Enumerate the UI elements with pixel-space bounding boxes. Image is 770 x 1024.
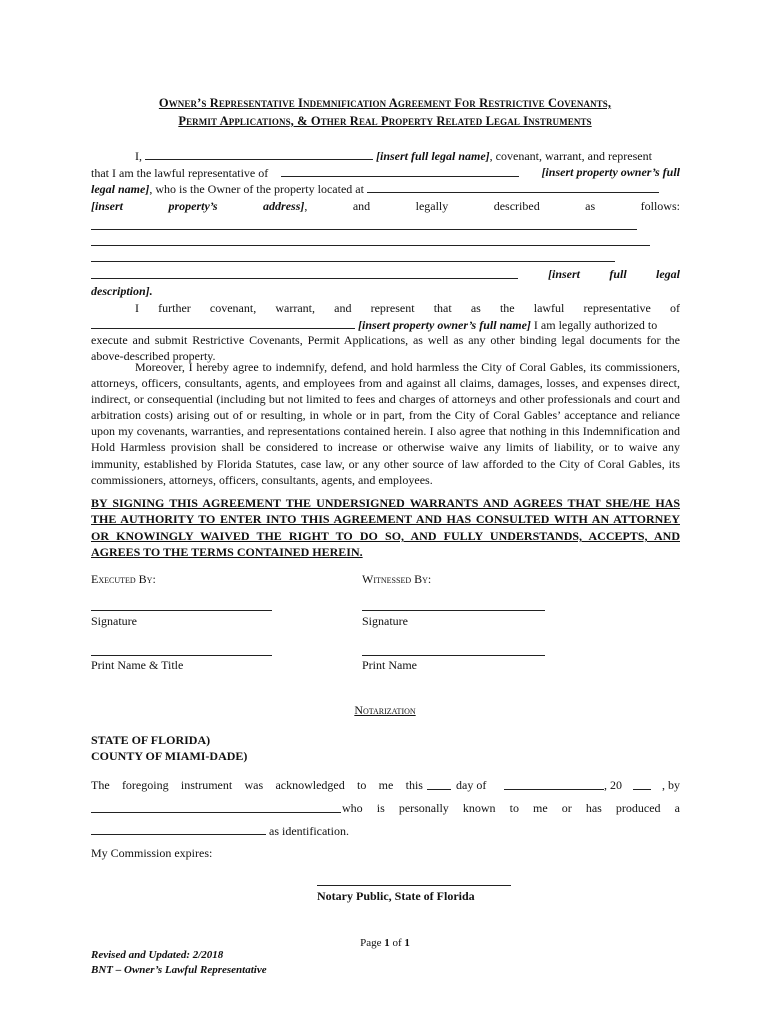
signature-label-left: Signature [91,614,137,628]
witness-signature-line[interactable] [362,610,545,611]
commission-expires: My Commission expires: [91,846,213,860]
revised-date: Revised and Updated: 2/2018 [91,949,224,961]
legal-description-blank-3[interactable] [91,261,615,262]
legal-description-blank-2[interactable] [91,245,650,246]
witness-print-name-line[interactable] [362,655,545,656]
day-blank[interactable] [427,777,451,790]
legal-description-blank-4[interactable] [91,278,518,279]
document-title-line-1: Owner’s Representative Indemnification Agreement For Restrictive Covenants, [158,96,612,110]
intro-line-3: legal name], who is the Owner of the property located at [91,180,680,197]
print-name-title-line[interactable] [91,655,272,656]
signer-name-blank[interactable] [91,800,341,813]
executed-by-label: Executed By: [91,572,156,586]
notary-public-label: Notary Public, State of Florida [317,889,475,903]
owner-full-name-blank[interactable] [91,316,355,329]
page-number: Page 1 of 1 [360,937,410,949]
full-legal-name-blank[interactable] [145,147,373,160]
month-blank[interactable] [504,777,604,790]
intro-description-end: description]. [91,284,153,298]
property-address-blank[interactable] [367,180,659,193]
intro-line-1: I, [insert full legal name], covenant, warrant, and represent [135,149,652,163]
notarization-heading: Notarization [354,703,416,717]
further-line-1: I further covenant, warrant, and represent that as the lawful representative of [135,301,680,315]
signature-label-right: Signature [362,614,408,628]
print-name-title-label: Print Name & Title [91,658,184,672]
legal-description-blank-1[interactable] [91,229,637,230]
witnessed-by-label: Witnessed By: [362,572,432,586]
year-blank[interactable] [633,777,651,790]
intro-line-2: that I am the lawful representative of [insert property owner’s full [91,165,680,180]
executed-signature-line[interactable] [91,610,272,611]
identification-blank[interactable] [91,822,266,835]
print-name-label: Print Name [362,658,417,672]
property-owner-name-blank[interactable] [281,164,519,177]
further-rest: execute and submit Restrictive Covenants, Permit Applications, as well as any other binding legal documents for the above-described property. [91,333,680,364]
document-title-line-2: Permit Applications, & Other Real Property Related Legal Instruments [178,114,592,128]
county-of-miami-dade: COUNTY OF MIAMI-DADE) [91,749,248,763]
identification-line: as identification. [91,822,680,839]
notary-signature-line[interactable] [317,885,511,886]
bnt-footer: BNT – Owner’s Lawful Representative [91,964,267,976]
further-line-2: [insert property owner’s full name] I am legally authorized to [91,316,680,333]
intro-line-4: [insert property’s address], and legally described as follows: [91,199,680,213]
signing-warning: BY SIGNING THIS AGREEMENT THE UNDERSIGNED WARRANTS AND AGREES THAT SHE/HE HAS THE AUTHORITY TO ENTER INTO THIS AGREEMENT AND HAS CONSULTED WITH AN ATTORNEY OR KNOWINGLY WAIVED THE RIGHT TO DO SO, AND FULLY UNDERSTANDS, ACCEPTS, AND AGREES TO THE TERMS CONTAINED HEREIN. [91,496,680,560]
insert-legal-description: [insert full legal [548,267,680,281]
state-of-florida: STATE OF FLORIDA) [91,733,211,747]
indemnification-paragraph: Moreover, I hereby agree to indemnify, defend, and hold harmless the City of Coral Gables, its commissioners, attorneys, officers, consultants, agents, and employees from and against all claims, damages, losses, and expenses direct, indirect, or consequential (including but not limited to fees and charges of attorneys and other professionals and court and arbitration costs) arising out of or resulting, in whole or in part, from the City of Coral Gables’ acceptance and reliance upon my covenants, warranties, and representations contained herein. I also agree that nothing in this Indemnification and Hold Harmless provision shall be considered to increase or otherwise waive any limits of liability, or to waive any immunity, established by Florida Statutes, case law, or any other source of law afforded to the City of Coral Gables, its commissioners, attorneys, officers, consultants, agents, and employees. [91,360,680,487]
